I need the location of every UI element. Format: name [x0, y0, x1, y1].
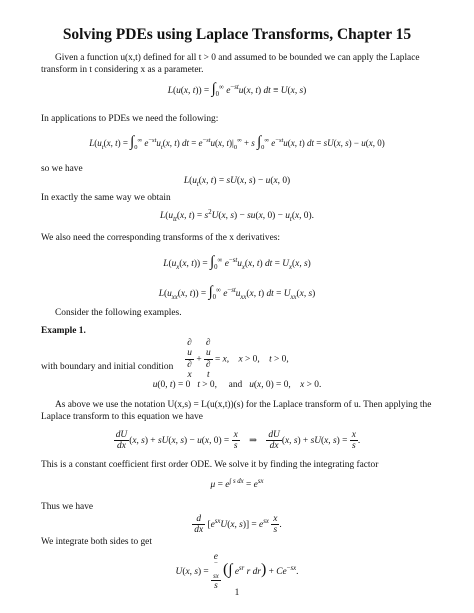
equation-product-rule: $\frac{d}{dx}$ [$e^{sx}U(x$, $s)] = e^{sx}$ $\frac{x}{s}$ .: [194, 514, 282, 536]
so-we-have-paragraph: so we have: [41, 164, 83, 174]
ode-paragraph: This is a constant coefficient first order ODE. We solve it by finding the integrating factor: [41, 460, 379, 470]
equation-uxx-transform: $L(u_{xx}(x$, $t)) = \int_0^\infty$ $e^{-st}u_{xx}(x$, t) dt = $U_{xx}(x$, s): [158, 284, 316, 301]
thus-paragraph: Thus we have: [41, 502, 94, 512]
page-number: 1: [234, 588, 240, 598]
equation-ut-result: $L(u_t(x$, t) = sU(x, s) − u(x, 0): [183, 176, 291, 188]
page-title: Solving PDEs using Laplace Transforms, Chapter 15: [62, 26, 412, 43]
equation-integrating-factor: $\mu = e^{\int s dx} = e^{sx}$: [210, 477, 264, 490]
equation-ut-transform: $L(u_t(x$, $t) = \int_0^\infty$ $e^{-st}u_t(x$, t) dt = $e^{-st}u(x$, $t)|_0^\infty + s$ $\int_0^\infty$ $e^{-st}u(x$, t) dt = sU(x, s) − u(x, 0): [89, 134, 385, 151]
equation-pde: ∂ u ∂ x + ∂ u ∂ t = x, x > 0, t > 0,: [187, 338, 289, 381]
integrate-paragraph: We integrate both sides to get: [41, 537, 152, 547]
equation-final-solution: U(x, s) = e $^{- sx}$ s (∫ $e^{sr}$ r $dr) + Ce^{-sx}$.: [175, 552, 299, 592]
intro-paragraph: [41, 53, 436, 77]
notation-paragraph: As above we use the notation U(x,s) = L(u(x,t))(s) for the Laplace transform of u. Then applying the Laplace transform to this equation we have: [41, 400, 432, 422]
equation-utt-transform: $L(u_{tt}(x$, $t) = s^2U(x$, s) − su(x, $0) - u_t(x$, 0).: [160, 208, 314, 223]
same-way-paragraph: In exactly the same way we obtain: [41, 193, 171, 203]
example-heading: Example 1.: [41, 326, 86, 336]
equation-transformed-ode: $\frac{dU}{dx}$ (x, s) + sU(x, s) − u(x, 0) = $\frac{x}{s}$ ⇒ $\frac{dU}{dx}$ (x, s) + sU(x, s) = $\frac{x}{s}$ .: [115, 430, 361, 452]
applications-paragraph: In applications to PDEs we need the following:: [41, 114, 219, 124]
x-derivative-paragraph: We also need the corresponding transforms of the x derivatives:: [41, 233, 281, 243]
equation-boundary-conditions: u(0, t) = 0 t > 0, and u(x, 0) = 0, x > 0.: [152, 380, 322, 390]
intro-text: Given a function u(x,t) defined for all t > 0 and assumed to be bounded we can apply the Laplace transform in t considering x as a parameter.: [41, 53, 420, 75]
boundary-condition-paragraph: with boundary and initial condition: [41, 362, 174, 372]
consider-paragraph: Consider the following examples.: [55, 308, 182, 318]
equation-ux-transform: $L(u_x(x$, $t)) = \int_0^\infty$ $e^{-st}u_x(x$, t) dt = $U_x(x$, s): [163, 254, 311, 271]
equation-laplace-definition: L(u(x, $t)) = \int_0^\infty$ $e^{-st}u(x$, t) dt ≡ U(x, s): [167, 81, 307, 98]
